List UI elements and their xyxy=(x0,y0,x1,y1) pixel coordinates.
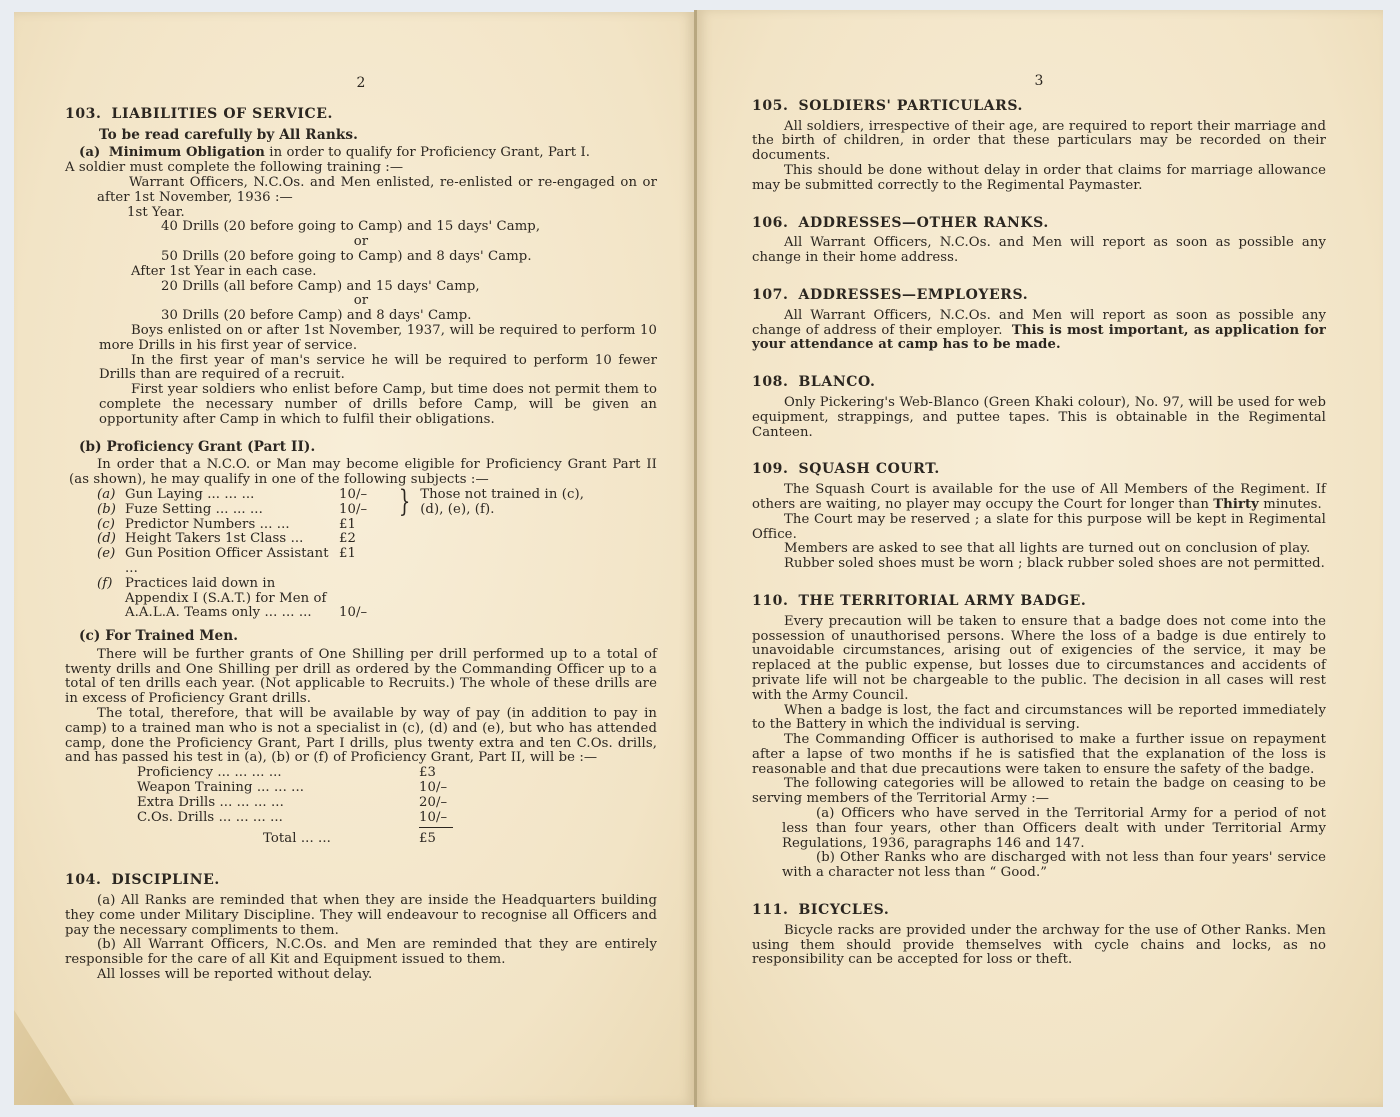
paragraph: Warrant Officers, N.C.Os. and Men enlisted, re-enlisted or re-engaged on or after 1st November, 1936 :— xyxy=(97,174,657,205)
section-heading: 103. LIABILITIES OF SERVICE. xyxy=(65,105,333,122)
section-111 xyxy=(752,903,1326,968)
paragraph: 20 Drills (all before Camp) and 15 days' Camp, xyxy=(161,278,480,294)
paragraph: A soldier must complete the following training :— xyxy=(65,160,404,176)
pay-row: Extra Drills ... ... ... ... 20/– xyxy=(137,794,448,810)
section-107 xyxy=(752,288,1326,353)
section-heading: 111. BICYCLES. xyxy=(752,902,890,919)
paragraph: The Squash Court is available for the use of All Members of the Regiment. If others are waiting, no player may occupy the Court for longer than Thirty minutes. xyxy=(752,482,1326,512)
paragraph: 30 Drills (20 before Camp) and 8 days' Camp. xyxy=(161,308,472,324)
right-page xyxy=(697,10,1383,1107)
paragraph: This should be done without delay in order that claims for marriage allowance may be submitted correctly to the Regimental Paymaster. xyxy=(752,162,1326,193)
section-104 xyxy=(65,873,657,983)
paragraph: All losses will be reported without delay. xyxy=(97,967,373,983)
paragraph: (a) Officers who have served in the Territorial Army for a period of not less than four years, other than Officers dealt with under Territorial Army Regulations, 1936, paragraphs 146 and 147. xyxy=(782,806,1326,851)
paragraph: The Court may be reserved ; a slate for this purpose will be kept in Regimental Office. xyxy=(752,511,1326,542)
paragraph: Rubber soled shoes must be worn ; black rubber soled shoes are not permitted. xyxy=(784,556,1325,572)
paragraph: 1st Year. xyxy=(127,204,185,220)
paragraph: First year soldiers who enlist before Camp, but time does not permit them to complete the necessary number of drills before Camp, will be given an opportunity after Camp in which to fulfil their obligations. xyxy=(99,382,657,427)
paragraph: or xyxy=(353,293,369,309)
left-page xyxy=(14,12,695,1105)
total-row: Total ... ... £5 xyxy=(263,831,436,847)
brace-icon: } xyxy=(398,483,411,519)
brace-note: } Those not trained in (c), (d), (e), (f). xyxy=(398,483,584,519)
subject-item: (e) Gun Position Officer Assistant ... £1 xyxy=(97,546,356,576)
section-subtitle: To be read carefully by All Ranks. xyxy=(99,126,358,143)
section-105 xyxy=(752,99,1326,194)
paragraph: (b) All Warrant Officers, N.C.Os. and Men are reminded that they are entirely responsible for the care of all Kit and Equipment issued to them. xyxy=(65,937,657,968)
subsection-heading: (c) For Trained Men. xyxy=(79,628,239,645)
paragraph: or xyxy=(353,234,369,250)
paragraph: The Commanding Officer is authorised to make a further issue on repayment after a lapse of two months if he is satisfied that the explanation of the loss is reasonable and that due precautions were taken to ensure the safety of the badge. xyxy=(752,732,1326,777)
paragraph: In order that a N.C.O. or Man may become eligible for Proficiency Grant Part II (as shown), he may qualify in one of the following subjects :— xyxy=(69,457,657,488)
paragraph: Every precaution will be taken to ensure that a badge does not come into the possession of unauthorised persons. Where the loss of a badge is due entirely to unavoidable circumstances, arising out of exigencies of the service, it may be replaced at the public expense, but losses due to circumstances and accidents of private life will not be chargeable to the public. The decision in all cases will rest with the Army Council. xyxy=(752,613,1326,703)
left-page-content xyxy=(65,76,657,997)
paragraph: All soldiers, irrespective of their age, are required to report their marriage and the birth of children, in order that these particulars may be recorded on their documents. xyxy=(752,118,1326,164)
subject-list xyxy=(65,488,379,621)
paragraph: The following categories will be allowed to retain the badge on ceasing to be serving members of the Territorial Army :— xyxy=(752,776,1326,807)
section-109 xyxy=(752,462,1326,572)
subject-item: (b) Fuze Setting ... ... ... 10/– xyxy=(97,501,368,517)
total-rule xyxy=(419,827,453,828)
paragraph: Only Pickering's Web-Blanco (Green Khaki colour), No. 97, will be used for web equipment, strappings, and puttee tapes. This is obtainable in the Regimental Canteen. xyxy=(752,394,1326,440)
section-108 xyxy=(752,375,1326,440)
paragraph: All Warrant Officers, N.C.Os. and Men will report as soon as possible any change in their home address. xyxy=(752,235,1326,266)
subject-item: (a) Gun Laying ... ... ... 10/– xyxy=(97,486,368,502)
pay-row: Weapon Training ... ... ... 10/– xyxy=(137,780,448,796)
pay-table xyxy=(65,766,657,847)
section-heading: 110. THE TERRITORIAL ARMY BADGE. xyxy=(752,592,1087,609)
paragraph: 40 Drills (20 before going to Camp) and 15 days' Camp, xyxy=(161,219,541,235)
pay-row: Proficiency ... ... ... ... £3 xyxy=(137,765,436,781)
paragraph: In the first year of man's service he will be required to perform 10 fewer Drills than are required of a recruit. xyxy=(99,352,657,383)
right-page-content xyxy=(752,74,1326,982)
section-heading: 105. SOLDIERS' PARTICULARS. xyxy=(752,97,1024,114)
paragraph: Bicycle racks are provided under the archway for the use of Other Ranks. Men using them should provide themselves with cycle chains and locks, as no responsibility can be accepted for loss or theft. xyxy=(752,922,1326,968)
section-heading: 104. DISCIPLINE. xyxy=(65,872,220,889)
section-heading: 109. SQUASH COURT. xyxy=(752,461,940,478)
proficiency-subjects xyxy=(65,483,657,621)
pay-row: C.Os. Drills ... ... ... ... 10/– xyxy=(137,809,448,825)
subject-item: (f) Practices laid down in Appendix I (S.A.T.) for Men of A.A.L.A. Teams only ... ... ... 10/– xyxy=(97,575,368,621)
section-106 xyxy=(752,216,1326,266)
paragraph: 50 Drills (20 before going to Camp) and 8 days' Camp. xyxy=(161,248,532,264)
paragraph: (a) Minimum Obligation in order to qualify for Proficiency Grant, Part I. xyxy=(79,145,591,161)
page-number: 2 xyxy=(356,75,366,91)
paragraph: There will be further grants of One Shilling per drill performed up to a total of twenty drills and One Shilling per drill as ordered by the Commanding Officer up to a total of ten drills each year. (Not applicable to Recruits.) The whole of these drills are in excess of Proficiency Grant drills. xyxy=(65,646,657,707)
section-110 xyxy=(752,594,1326,881)
section-heading: 106. ADDRESSES—OTHER RANKS. xyxy=(752,214,1049,231)
subject-item: (d) Height Takers 1st Class ... £2 xyxy=(97,531,356,547)
paragraph: Members are asked to see that all lights are turned out on conclusion of play. xyxy=(784,541,1311,557)
section-heading: 108. BLANCO. xyxy=(752,374,876,391)
section-103 xyxy=(65,107,657,847)
subject-item: (c) Predictor Numbers ... ... £1 xyxy=(97,516,356,532)
paragraph: (b) Other Ranks who are discharged with not less than four years' service with a character not less than “ Good.” xyxy=(782,850,1326,881)
paragraph: When a badge is lost, the fact and circumstances will be reported immediately to the Battery in which the individual is serving. xyxy=(752,702,1326,733)
paragraph: The total, therefore, that will be available by way of pay (in addition to pay in camp) to a trained man who is not a specialist in (c), (d) and (e), but who has attended camp, done the Proficiency Grant, Part I drills, plus twenty extra and ten C.Os. drills, and has passed his test in (a), (b) or (f) of Proficiency Grant, Part II, will be :— xyxy=(65,706,657,766)
paragraph: After 1st Year in each case. xyxy=(131,263,317,279)
subsection-heading: (b) Proficiency Grant (Part II). xyxy=(79,438,316,455)
section-heading: 107. ADDRESSES—EMPLOYERS. xyxy=(752,286,1029,303)
paragraph: All Warrant Officers, N.C.Os. and Men will report as soon as possible any change of address of their employer. This is most important, as application for your attendance at camp has to be made. xyxy=(752,307,1326,353)
page-number: 3 xyxy=(1034,73,1044,89)
paragraph: (a) All Ranks are reminded that when they are inside the Headquarters building they come under Military Discipline. They will endeavour to recognise all Officers and pay the necessary compliments to them. xyxy=(65,893,657,938)
paragraph: Boys enlisted on or after 1st November, 1937, will be required to perform 10 more Drills in his first year of service. xyxy=(99,322,657,353)
